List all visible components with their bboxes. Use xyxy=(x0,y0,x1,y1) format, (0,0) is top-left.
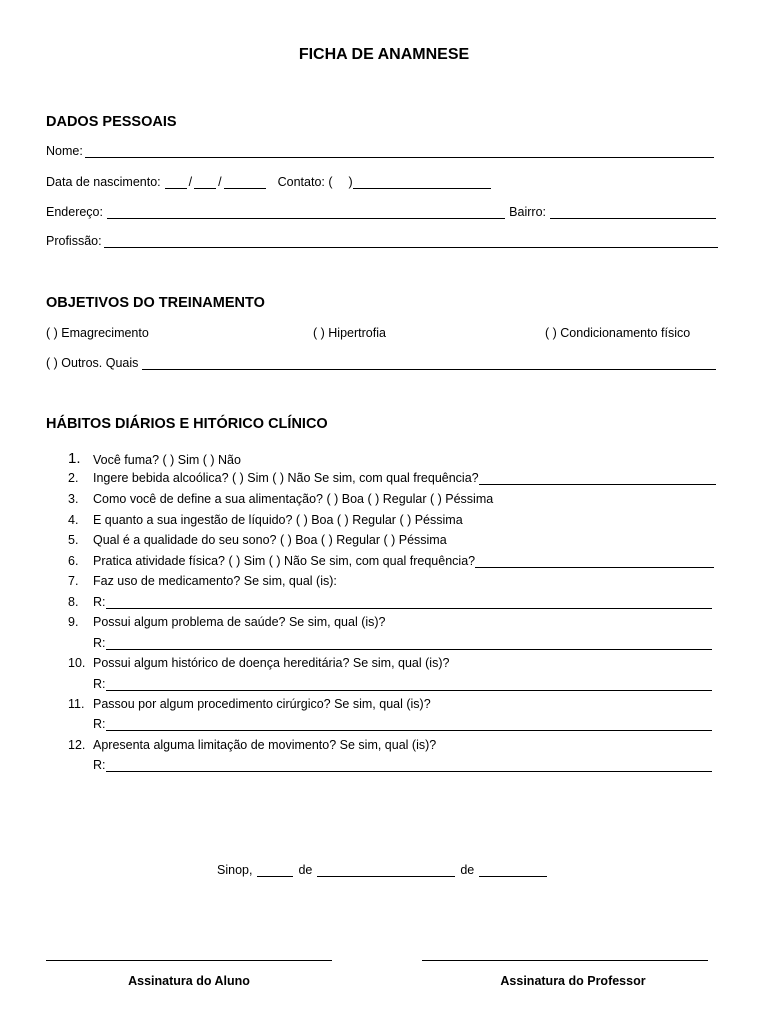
question-text[interactable]: Qual é a qualidade do seu sono? ( ) Boa ( ) Regular ( ) Péssima xyxy=(93,533,447,547)
answer-label: R: xyxy=(93,677,106,691)
goal-hypertrophy-checkbox[interactable]: ( ) Hipertrofia xyxy=(313,326,386,340)
question-text: Apresenta alguma limitação de movimento? Se sim, qual (is)? xyxy=(93,738,437,752)
question-number: 10. xyxy=(68,656,86,670)
question-6 xyxy=(68,554,716,568)
question-text[interactable]: E quanto a sua ingestão de líquido? ( ) Boa ( ) Regular ( ) Péssima xyxy=(93,513,463,527)
student-signature-line[interactable] xyxy=(46,960,332,961)
question-text[interactable]: Pratica atividade física? ( ) Sim ( ) Não Se sim, com qual frequência? xyxy=(93,554,476,568)
question-7 xyxy=(68,574,337,588)
neighborhood-field[interactable] xyxy=(550,206,716,219)
question-12 xyxy=(68,738,436,752)
address-field[interactable] xyxy=(107,206,505,219)
answer-field[interactable] xyxy=(475,555,714,568)
answer-label: R: xyxy=(93,758,106,772)
question-text[interactable]: Você fuma? ( ) Sim ( ) Não xyxy=(93,453,241,467)
question-text: Possui algum problema de saúde? Se sim, qual (is)? xyxy=(93,615,386,629)
neighborhood-label: Bairro: xyxy=(509,205,546,219)
contact-field[interactable] xyxy=(353,176,491,189)
teacher-signature-label: Assinatura do Professor xyxy=(500,974,646,988)
name-field[interactable] xyxy=(85,145,714,158)
section-habits-history: HÁBITOS DIÁRIOS E HITÓRICO CLÍNICO xyxy=(46,416,328,432)
question-3 xyxy=(68,492,493,506)
city-label: Sinop, xyxy=(217,863,253,877)
question-number: 11. xyxy=(68,697,85,711)
question-number: 7. xyxy=(68,574,79,588)
contact-label: Contato: ( xyxy=(277,175,333,189)
question-number: 2. xyxy=(68,471,79,485)
answer-label: R: xyxy=(93,595,106,609)
question-5 xyxy=(68,533,447,547)
question-text: Possui algum histórico de doença hereditária? Se sim, qual (is)? xyxy=(93,656,450,670)
question-text[interactable]: Ingere bebida alcoólica? ( ) Sim ( ) Não Se sim, com qual frequência? xyxy=(93,471,479,485)
date-separator: / xyxy=(218,175,222,189)
birthdate-row xyxy=(46,175,493,189)
question-text: Passou por algum procedimento cirúrgico? Se sim, qual (is)? xyxy=(93,697,431,711)
question-text[interactable]: Como você de define a sua alimentação? ( ) Boa ( ) Regular ( ) Péssima xyxy=(93,492,494,506)
goal-other-checkbox[interactable]: ( ) Outros. Quais xyxy=(46,356,139,370)
question-8 xyxy=(68,595,714,609)
answer-field[interactable] xyxy=(106,637,713,650)
question-number: 3. xyxy=(68,492,79,506)
date-separator: / xyxy=(188,175,193,189)
goal-weight-loss-checkbox[interactable]: ( ) Emagrecimento xyxy=(46,326,149,340)
month-field[interactable] xyxy=(317,864,455,877)
question-11 xyxy=(68,697,431,711)
question-number: 6. xyxy=(68,554,79,568)
answer-label: R: xyxy=(93,717,106,731)
answer-10-row xyxy=(68,677,714,691)
form-title: FICHA DE ANAMNESE xyxy=(298,46,470,63)
answer-12-row xyxy=(68,758,714,772)
birth-month-field[interactable] xyxy=(194,176,216,189)
address-row xyxy=(46,205,718,219)
profession-field[interactable] xyxy=(104,235,718,248)
question-number: 9. xyxy=(68,615,79,629)
answer-11-row xyxy=(68,717,714,731)
question-10 xyxy=(68,656,449,670)
birth-day-field[interactable] xyxy=(165,176,187,189)
answer-label: R: xyxy=(93,636,106,650)
profession-label: Profissão: xyxy=(46,234,102,248)
question-number: 8. xyxy=(68,595,79,609)
address-label: Endereço: xyxy=(46,205,103,219)
answer-field[interactable] xyxy=(106,718,713,731)
profession-row xyxy=(46,234,720,248)
question-1 xyxy=(68,450,241,467)
teacher-signature-line[interactable] xyxy=(422,960,708,961)
question-4 xyxy=(68,513,463,527)
place-date-row xyxy=(217,863,549,877)
goal-conditioning-checkbox[interactable]: ( ) Condicionamento físico xyxy=(545,326,691,340)
question-number: 5. xyxy=(68,533,79,547)
day-field[interactable] xyxy=(257,864,293,877)
date-de-label: de xyxy=(460,863,475,877)
answer-field[interactable] xyxy=(106,678,713,691)
question-9 xyxy=(68,615,386,629)
date-de-label: de xyxy=(298,863,313,877)
question-text: Faz uso de medicamento? Se sim, qual (is): xyxy=(93,574,337,588)
student-signature-label: Assinatura do Aluno xyxy=(128,974,250,988)
question-number: 4. xyxy=(68,513,79,527)
question-number: 12. xyxy=(68,738,86,752)
goal-other-row xyxy=(46,356,718,370)
birth-year-field[interactable] xyxy=(224,176,266,189)
name-label: Nome: xyxy=(46,144,83,158)
question-number: 1. xyxy=(68,450,81,467)
goal-other-field[interactable] xyxy=(142,357,716,370)
answer-field[interactable] xyxy=(479,472,716,485)
contact-ddd-field[interactable] xyxy=(335,177,347,189)
section-training-goals: OBJETIVOS DO TREINAMENTO xyxy=(46,295,265,311)
question-2 xyxy=(68,471,718,485)
contact-close: ) xyxy=(348,175,353,189)
answer-field[interactable] xyxy=(106,596,713,609)
section-personal-data: DADOS PESSOAIS xyxy=(46,114,177,130)
answer-field[interactable] xyxy=(106,759,713,772)
birthdate-label: Data de nascimento: xyxy=(46,175,161,189)
year-field[interactable] xyxy=(479,864,547,877)
answer-9-row xyxy=(68,636,714,650)
name-row xyxy=(46,144,716,158)
